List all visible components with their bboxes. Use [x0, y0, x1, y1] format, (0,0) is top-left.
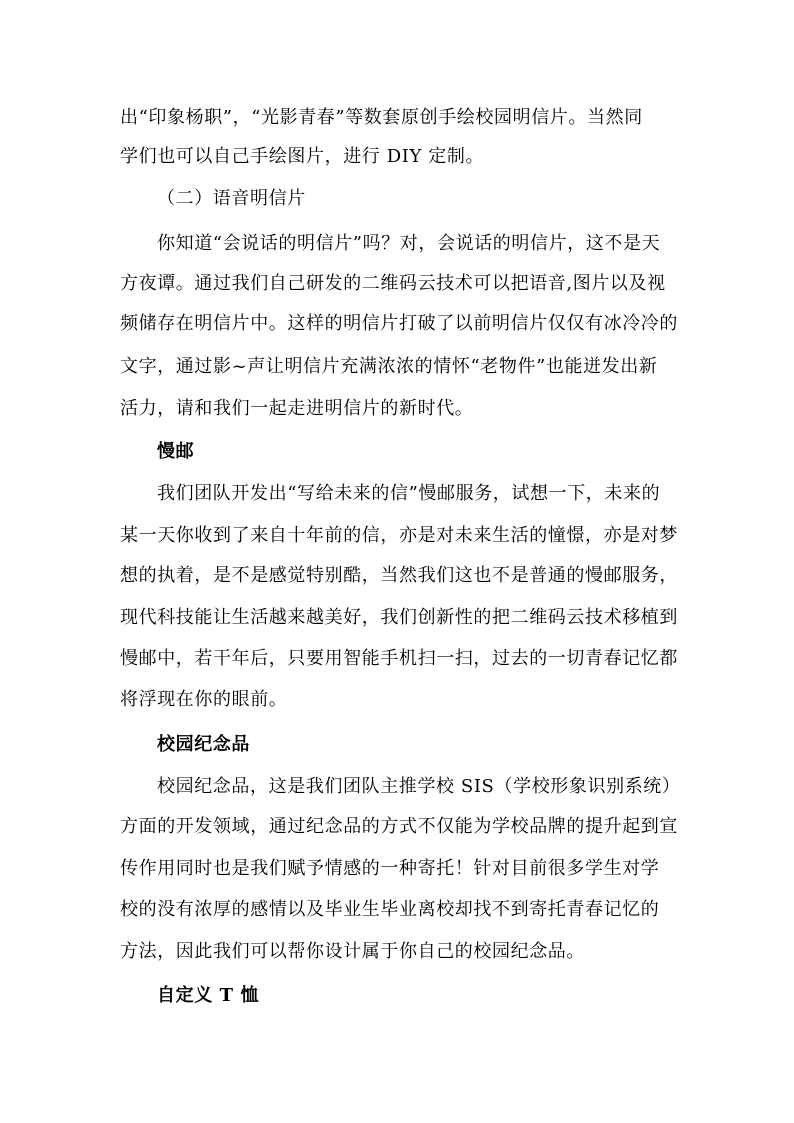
paragraph-line: 你知道“会说话的明信片”吗？对，会说话的明信片，这不是天	[157, 233, 661, 254]
paragraph-line: 文字，通过影~声让明信片充满浓浓的情怀“老物件”也能迸发出新	[120, 356, 658, 377]
paragraph-line: 出“印象杨职”，“光影青春”等数套原创手绘校园明信片。当然同	[120, 107, 643, 128]
paragraph-line: 方法，因此我们可以帮你设计属于你自己的校园纪念品。	[120, 941, 585, 962]
paragraph-line: 慢邮中，若干年后，只要用智能手机扫一扫，过去的一切青春记忆都	[120, 648, 678, 669]
section-subheading: （二）语音明信片	[157, 188, 306, 209]
paragraph-line: 校园纪念品，这是我们团队主推学校 SIS（学校形象识别系统）	[157, 776, 681, 797]
paragraph-line: 现代科技能让生活越来越美好，我们创新性的把二维码云技术移植到	[120, 607, 678, 628]
paragraph-line: 频储存在明信片中。这样的明信片打破了以前明信片仅仅有冰冷冷的	[120, 313, 678, 334]
paragraph-line: 将浮现在你的眼前。	[120, 689, 288, 710]
paragraph-line: 学们也可以自己手绘图片，进行 DIY 定制。	[120, 146, 485, 167]
paragraph-line: 活力，请和我们一起走进明信片的新时代。	[120, 398, 474, 419]
section-heading: 慢邮	[157, 441, 195, 462]
paragraph-line: 想的执着，是不是感觉特别酷，当然我们这也不是普通的慢邮服务，	[120, 565, 678, 586]
section-heading: 校园纪念品	[157, 734, 250, 755]
section-heading: 自定义 T 恤	[157, 985, 260, 1006]
paragraph-line: 校的没有浓厚的感情以及毕业生毕业离校却找不到寄托青春记忆的	[120, 899, 660, 920]
paragraph-line: 方夜谭。通过我们自己研发的二维码云技术可以把语音,图片以及视	[120, 273, 666, 294]
paragraph-line: 方面的开发领域，通过纪念品的方式不仅能为学校品牌的提升起到宣	[120, 816, 678, 837]
paragraph-line: 某一天你收到了来自十年前的信，亦是对未来生活的憧憬，亦是对梦	[120, 525, 678, 546]
paragraph-line: 我们团队开发出“写给未来的信”慢邮服务，试想一下，未来的	[157, 483, 661, 504]
paragraph-line: 传作用同时也是我们赋予情感的一种寄托！针对目前很多学生对学	[120, 858, 660, 879]
